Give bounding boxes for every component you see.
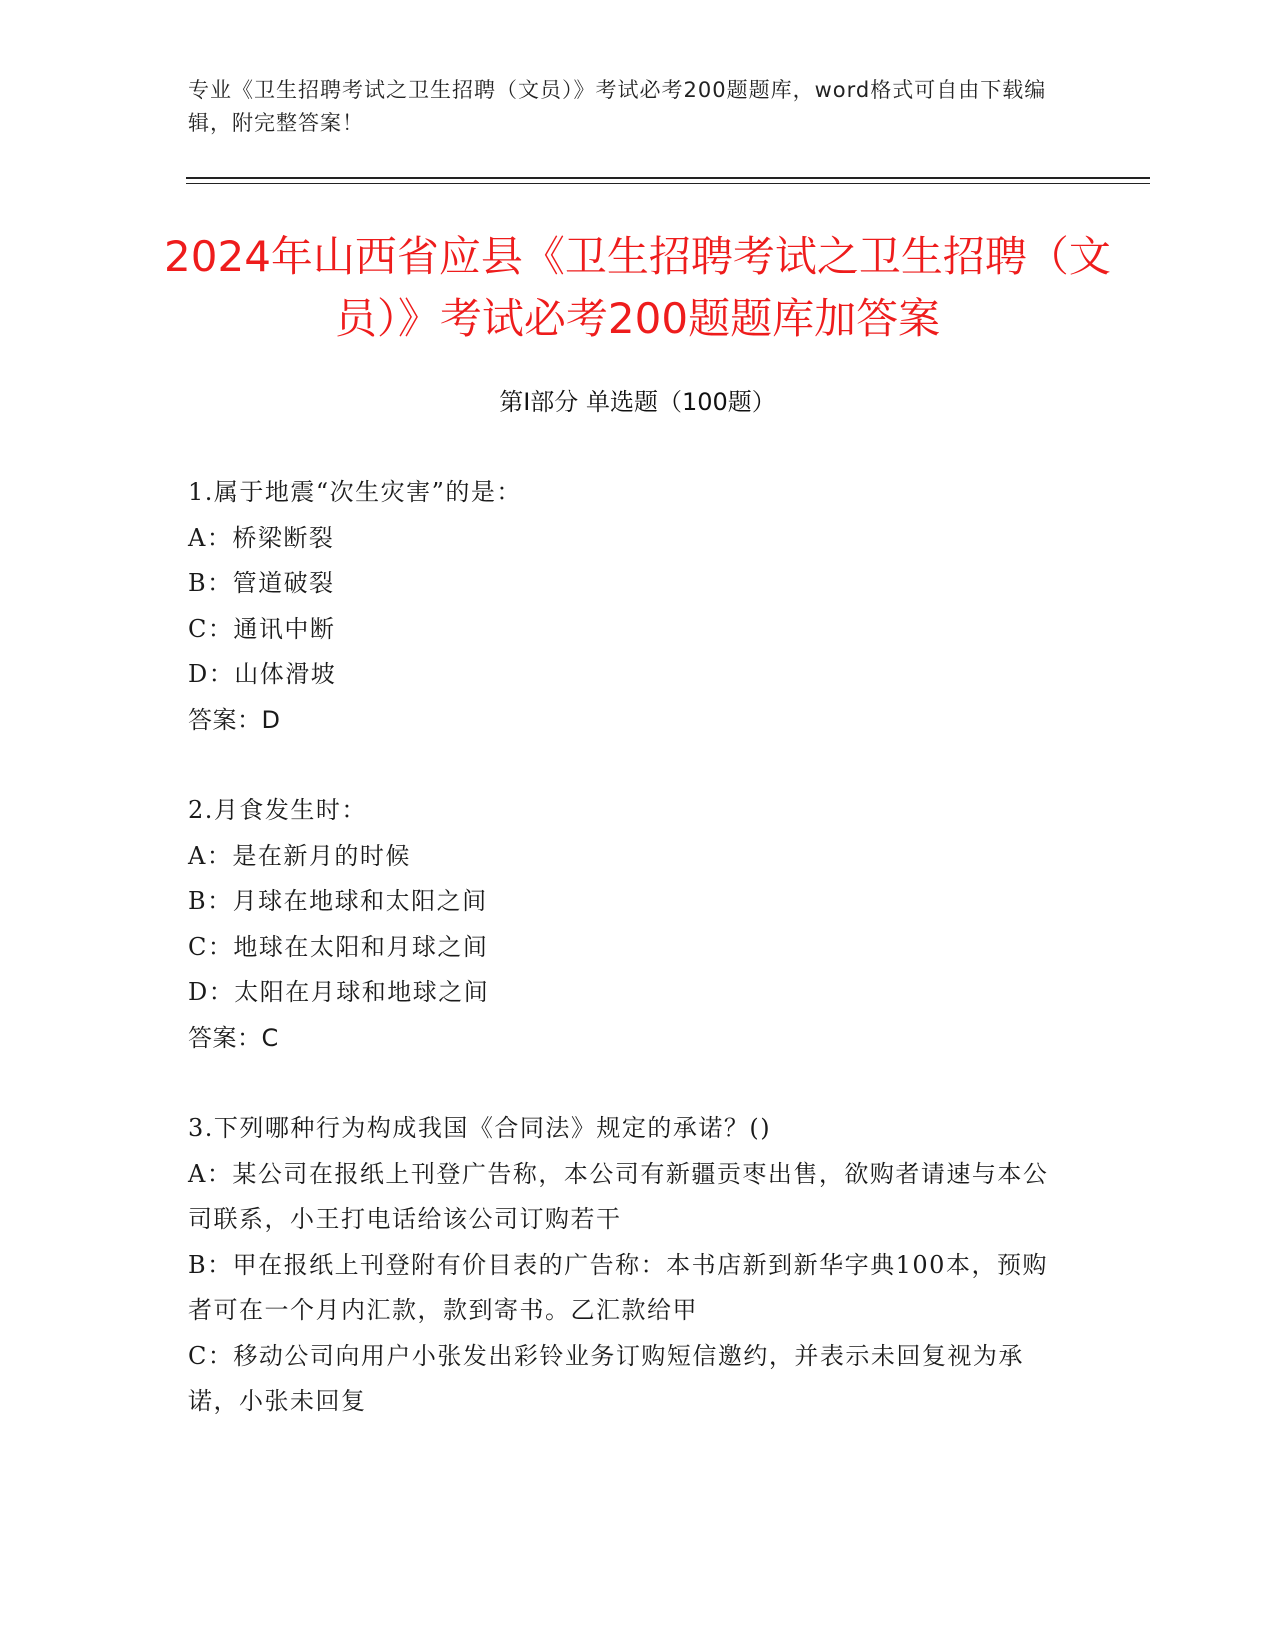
question-1 — [188, 470, 1068, 743]
answer: 答案：D — [188, 705, 281, 734]
option-c: C：通讯中断 — [188, 614, 336, 643]
answer: 答案：C — [188, 1023, 279, 1052]
header-divider-thin — [186, 183, 1150, 184]
header-divider-thick — [186, 177, 1150, 179]
option-a: A：某公司在报纸上刊登广告称，本公司有新疆贡枣出售，欲购者请速与本公司联系，小王打电话给该公司订购若干 — [188, 1159, 1049, 1233]
option-b: B：甲在报纸上刊登附有价目表的广告称：本书店新到新华字典100本，预购者可在一个月内汇款，款到寄书。乙汇款给甲 — [188, 1250, 1048, 1324]
section-heading: 第Ⅰ部分 单选题（100题） — [499, 388, 776, 416]
option-a: A：是在新月的时候 — [188, 841, 411, 870]
option-a: A：桥梁断裂 — [188, 523, 335, 552]
option-c: C：移动公司向用户小张发出彩铃业务订购短信邀约，并表示未回复视为承诺，小张未回复 — [188, 1341, 1024, 1415]
question-list — [188, 470, 1068, 1470]
question-stem: 3.下列哪种行为构成我国《合同法》规定的承诺？() — [188, 1114, 772, 1142]
question-stem: 2.月食发生时： — [188, 796, 367, 824]
option-d: D：山体滑坡 — [188, 660, 337, 688]
question-stem: 1.属于地震“次生灾害”的是： — [188, 478, 522, 506]
option-d: D：太阳在月球和地球之间 — [188, 978, 490, 1006]
option-b: B：管道破裂 — [188, 569, 335, 597]
question-3 — [188, 1106, 1068, 1425]
question-2 — [188, 788, 1068, 1061]
header-note: 专业《卫生招聘考试之卫生招聘（文员）》考试必考200题题库，word格式可自由下载编辑，附完整答案！ — [188, 78, 1047, 135]
option-b: B：月球在地球和太阳之间 — [188, 887, 488, 915]
option-c: C：地球在太阳和月球之间 — [188, 932, 489, 961]
document-title: 2024年山西省应县《卫生招聘考试之卫生招聘（文员）》考试必考200题题库加答案 — [164, 232, 1111, 343]
